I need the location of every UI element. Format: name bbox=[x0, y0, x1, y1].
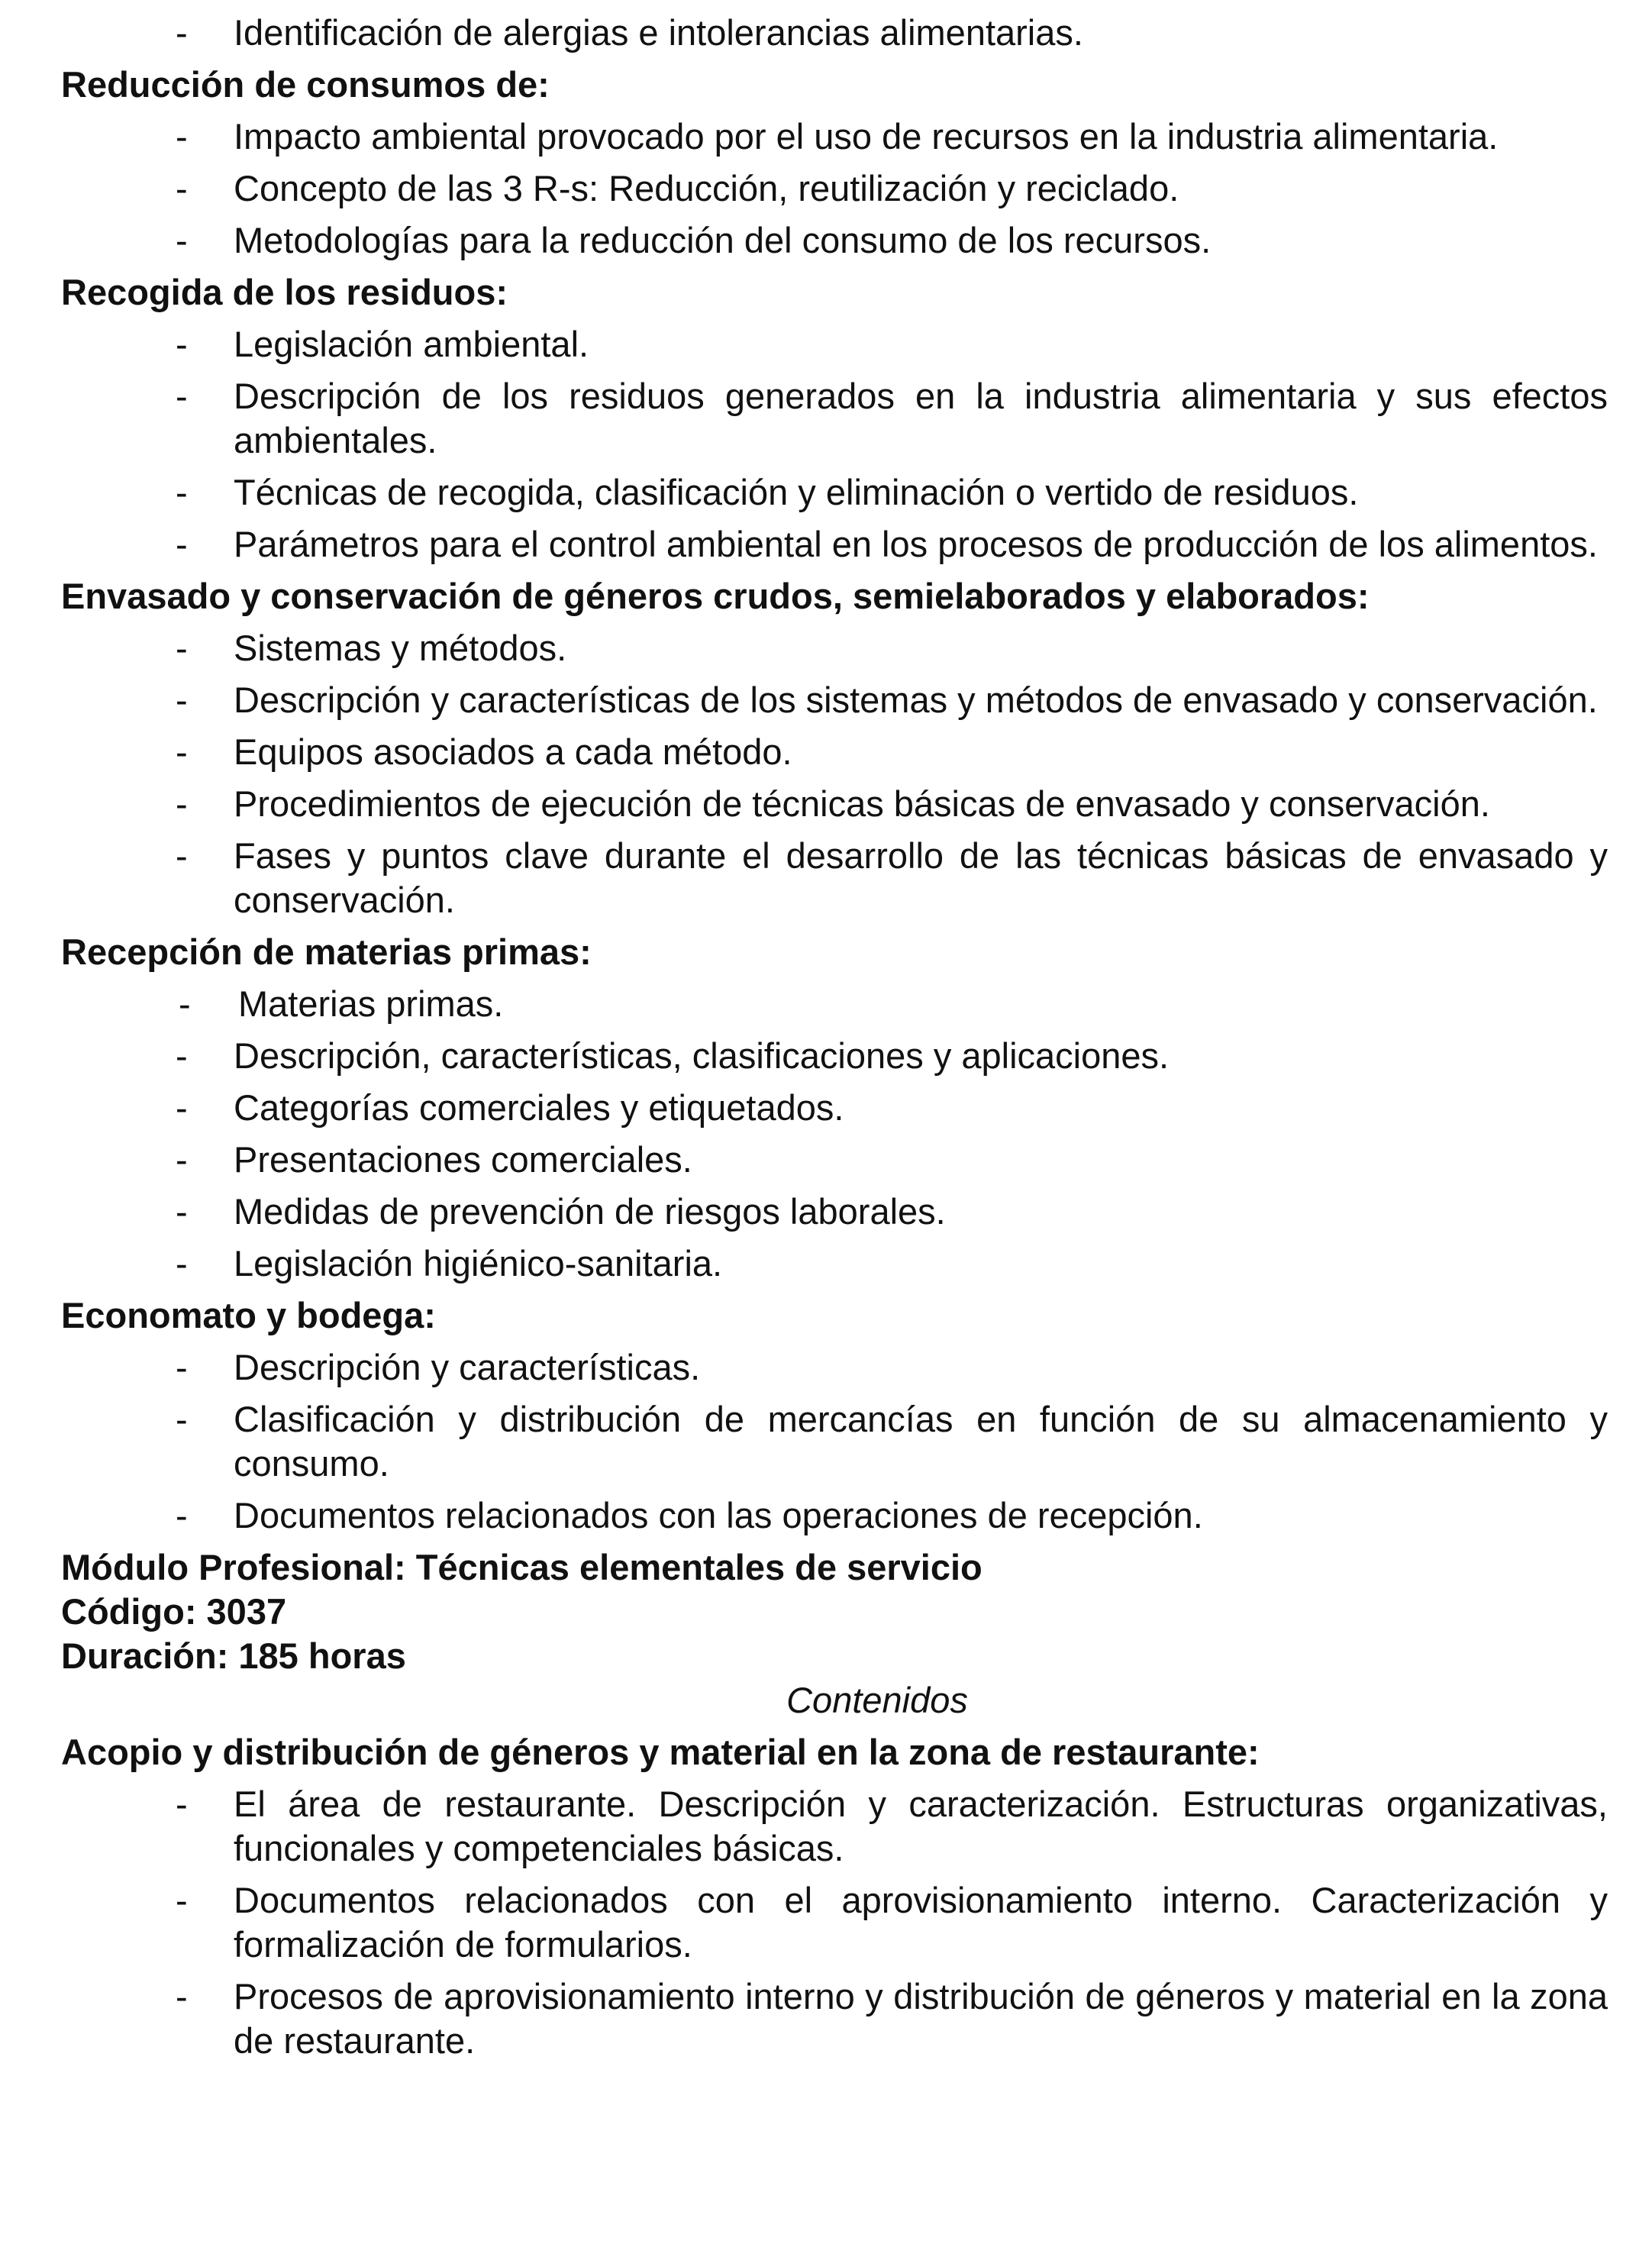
section-heading: Reducción de consumos de: bbox=[61, 64, 550, 105]
bullet-dash: - bbox=[176, 1976, 188, 2016]
bullet-dash: - bbox=[176, 376, 188, 416]
section-heading: Recogida de los residuos: bbox=[61, 272, 508, 312]
section-heading: Recepción de materias primas: bbox=[61, 932, 592, 972]
list-item: - Documentos relacionados con el aprovisionamiento interno. Caracterización y formalización de formularios. bbox=[176, 1880, 1608, 1965]
bullet-dash: - bbox=[176, 220, 188, 260]
bullet-dash: - bbox=[176, 731, 188, 772]
bullet-dash: - bbox=[176, 1087, 188, 1128]
list-item: - Materias primas. bbox=[61, 982, 1608, 1026]
module-name: Módulo Profesional: Técnicas elementales de servicio bbox=[61, 1547, 982, 1587]
list-item: - Procesos de aprovisionamiento interno y distribución de géneros y material en la zona de restaurante. bbox=[176, 1976, 1608, 2061]
section-heading: Acopio y distribución de géneros y material en la zona de restaurante: bbox=[61, 1732, 1260, 1772]
list-item: - Parámetros para el control ambiental en los procesos de producción de los alimentos. bbox=[61, 522, 1608, 567]
section-heading: Economato y bodega: bbox=[61, 1295, 436, 1335]
section-heading: Envasado y conservación de géneros crudos, semielaborados y elaborados: bbox=[61, 576, 1370, 616]
bullet-dash: - bbox=[176, 1880, 188, 1920]
list-item: - Legislación higiénico-sanitaria. bbox=[61, 1242, 1608, 1286]
list-item: - Medidas de prevención de riesgos laborales. bbox=[61, 1190, 1608, 1234]
section-economato-bodega bbox=[61, 1293, 1608, 1538]
list-item: - El área de restaurante. Descripción y caracterización. Estructuras organizativas, funcionales y competenciales básicas. bbox=[176, 1784, 1608, 1868]
section-reduccion-consumos bbox=[61, 63, 1608, 263]
list-item: - Categorías comerciales y etiquetados. bbox=[61, 1086, 1608, 1130]
list-item: - Documentos relacionados con las operaciones de recepción. bbox=[61, 1493, 1608, 1538]
bullet-dash: - bbox=[176, 680, 188, 720]
list-item: - Descripción y características. bbox=[61, 1345, 1608, 1390]
bullet-dash: - bbox=[179, 983, 191, 1024]
list-item: - Identificación de alergias e intolerancias alimentarias. bbox=[61, 11, 1608, 55]
section-recogida-residuos bbox=[61, 270, 1608, 567]
bullet-dash: - bbox=[176, 168, 188, 208]
bullet-dash: - bbox=[176, 524, 188, 564]
contents-title: Contenidos bbox=[786, 1680, 968, 1720]
list-item: - Procedimientos de ejecución de técnicas básicas de envasado y conservación. bbox=[61, 782, 1608, 826]
section-envasado-conservacion bbox=[61, 574, 1608, 922]
bullet-dash: - bbox=[176, 1035, 188, 1076]
module-info bbox=[61, 1545, 1608, 1678]
module-code: Código: 3037 bbox=[61, 1591, 287, 1632]
list-item: - Fases y puntos clave durante el desarrollo de las técnicas básicas de envasado y conservación. bbox=[176, 835, 1608, 920]
bullet-dash: - bbox=[176, 1347, 188, 1387]
bullet-dash: - bbox=[176, 472, 188, 512]
bullet-dash: - bbox=[176, 783, 188, 824]
module-duration: Duración: 185 horas bbox=[61, 1635, 406, 1676]
bullet-dash: - bbox=[176, 1191, 188, 1232]
list-item: - Metodologías para la reducción del consumo de los recursos. bbox=[61, 218, 1608, 263]
bullet-dash: - bbox=[176, 835, 188, 876]
list-item: - Descripción, características, clasificaciones y aplicaciones. bbox=[61, 1034, 1608, 1078]
bullet-dash: - bbox=[176, 1139, 188, 1180]
list-item: - Clasificación y distribución de mercancías en función de su almacenamiento y consumo. bbox=[176, 1399, 1608, 1484]
document-page bbox=[61, 11, 1608, 2071]
bullet-dash: - bbox=[176, 12, 188, 53]
section-allergies-continuation bbox=[61, 11, 1608, 55]
list-item: - Legislación ambiental. bbox=[61, 322, 1608, 366]
list-item: - Técnicas de recogida, clasificación y eliminación o vertido de residuos. bbox=[61, 470, 1608, 515]
section-recepcion-materias bbox=[61, 930, 1608, 1286]
bullet-dash: - bbox=[176, 628, 188, 668]
list-item: - Concepto de las 3 R-s: Reducción, reutilización y reciclado. bbox=[61, 166, 1608, 211]
section-acopio-distribucion bbox=[61, 1730, 1608, 2063]
bullet-dash: - bbox=[176, 324, 188, 364]
list-item: - Impacto ambiental provocado por el uso de recursos en la industria alimentaria. bbox=[61, 115, 1608, 159]
bullet-dash: - bbox=[176, 1495, 188, 1535]
bullet-dash: - bbox=[176, 1784, 188, 1824]
list-item: - Descripción y características de los sistemas y métodos de envasado y conservación. bbox=[61, 678, 1608, 722]
bullet-dash: - bbox=[176, 116, 188, 157]
list-item: - Descripción de los residuos generados en la industria alimentaria y sus efectos ambientales. bbox=[176, 376, 1608, 460]
bullet-dash: - bbox=[176, 1243, 188, 1283]
list-item: - Presentaciones comerciales. bbox=[61, 1138, 1608, 1182]
list-item: - Equipos asociados a cada método. bbox=[61, 730, 1608, 774]
list-item: - Sistemas y métodos. bbox=[61, 626, 1608, 670]
bullet-dash: - bbox=[176, 1399, 188, 1439]
